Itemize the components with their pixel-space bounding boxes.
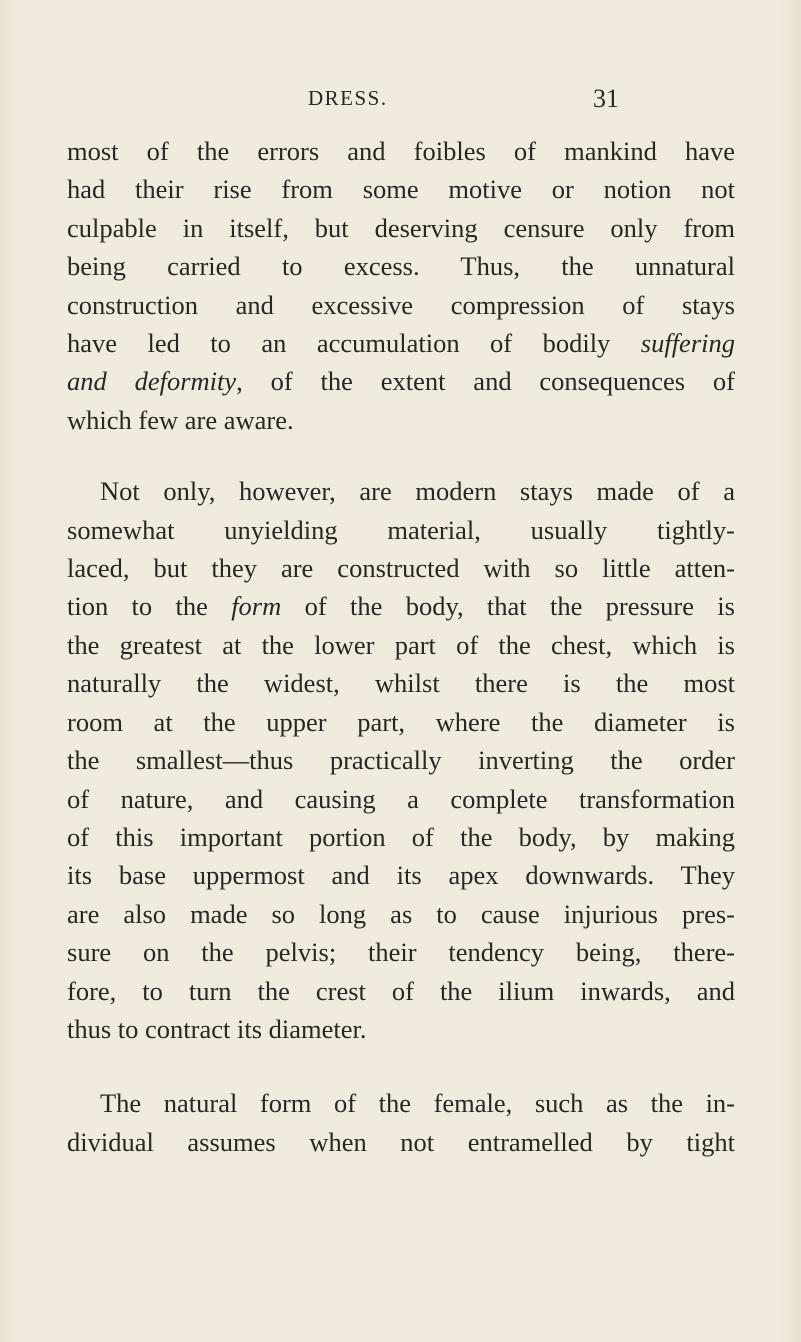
text-line: culpable in itself, but deserving censure only from: [67, 212, 735, 243]
text-line: had their rise from some motive or notion not: [67, 174, 735, 205]
text-line: of this important portion of the body, by making: [67, 821, 735, 852]
text-line: Not only, however, are modern stays made of a: [100, 476, 735, 507]
paragraph-1: [67, 132, 735, 439]
text-line: construction and excessive compression of stays: [67, 289, 735, 320]
text-line: most of the errors and foibles of mankind have: [67, 136, 735, 166]
italic-emphasis: and deformity: [67, 366, 237, 397]
text-line: and deformity, of the extent and consequences of: [67, 366, 735, 397]
text-line: being carried to excess. Thus, the unnatural: [67, 251, 735, 282]
text-line: tion to the form of the body, that the pressure is: [67, 591, 735, 622]
page-number: 31: [593, 84, 619, 113]
text-line: dividual assumes when not entramelled by tight: [67, 1126, 735, 1157]
text-line: The natural form of the female, such as the in-: [100, 1088, 735, 1119]
text-line: room at the upper part, where the diameter is: [67, 706, 735, 737]
text-line: thus to contract its diameter.: [67, 1013, 367, 1044]
text-line: of nature, and causing a complete transformation: [67, 783, 735, 814]
text-line: the greatest at the lower part of the chest, which is: [67, 629, 735, 660]
text-line: sure on the pelvis; their tendency being, there-: [67, 937, 735, 968]
page-header: [0, 84, 801, 114]
text-line: which few are aware.: [67, 404, 294, 435]
text-line: are also made so long as to cause injurious pres-: [67, 898, 735, 929]
paragraph-3: [67, 1084, 735, 1161]
text-line: fore, to turn the crest of the ilium inwards, and: [67, 975, 735, 1006]
paragraph-spacer: [67, 1048, 735, 1084]
body-text: [67, 132, 735, 1161]
text-line: have led to an accumulation of bodily suffering: [67, 328, 735, 359]
paragraph-spacer: [67, 439, 735, 472]
text-line: its base uppermost and its apex downwards. They: [67, 860, 735, 891]
text-line: the smallest—thus practically inverting the order: [67, 745, 735, 776]
italic-emphasis: form: [231, 591, 282, 622]
italic-emphasis: suffering: [640, 328, 735, 359]
text-line: somewhat unyielding material, usually tightly-: [67, 514, 735, 545]
paragraph-2: [67, 472, 735, 1048]
text-line: laced, but they are constructed with so little atten-: [67, 553, 735, 584]
running-head: DRESS.: [308, 86, 388, 110]
text-line: naturally the widest, whilst there is the most: [67, 668, 735, 699]
